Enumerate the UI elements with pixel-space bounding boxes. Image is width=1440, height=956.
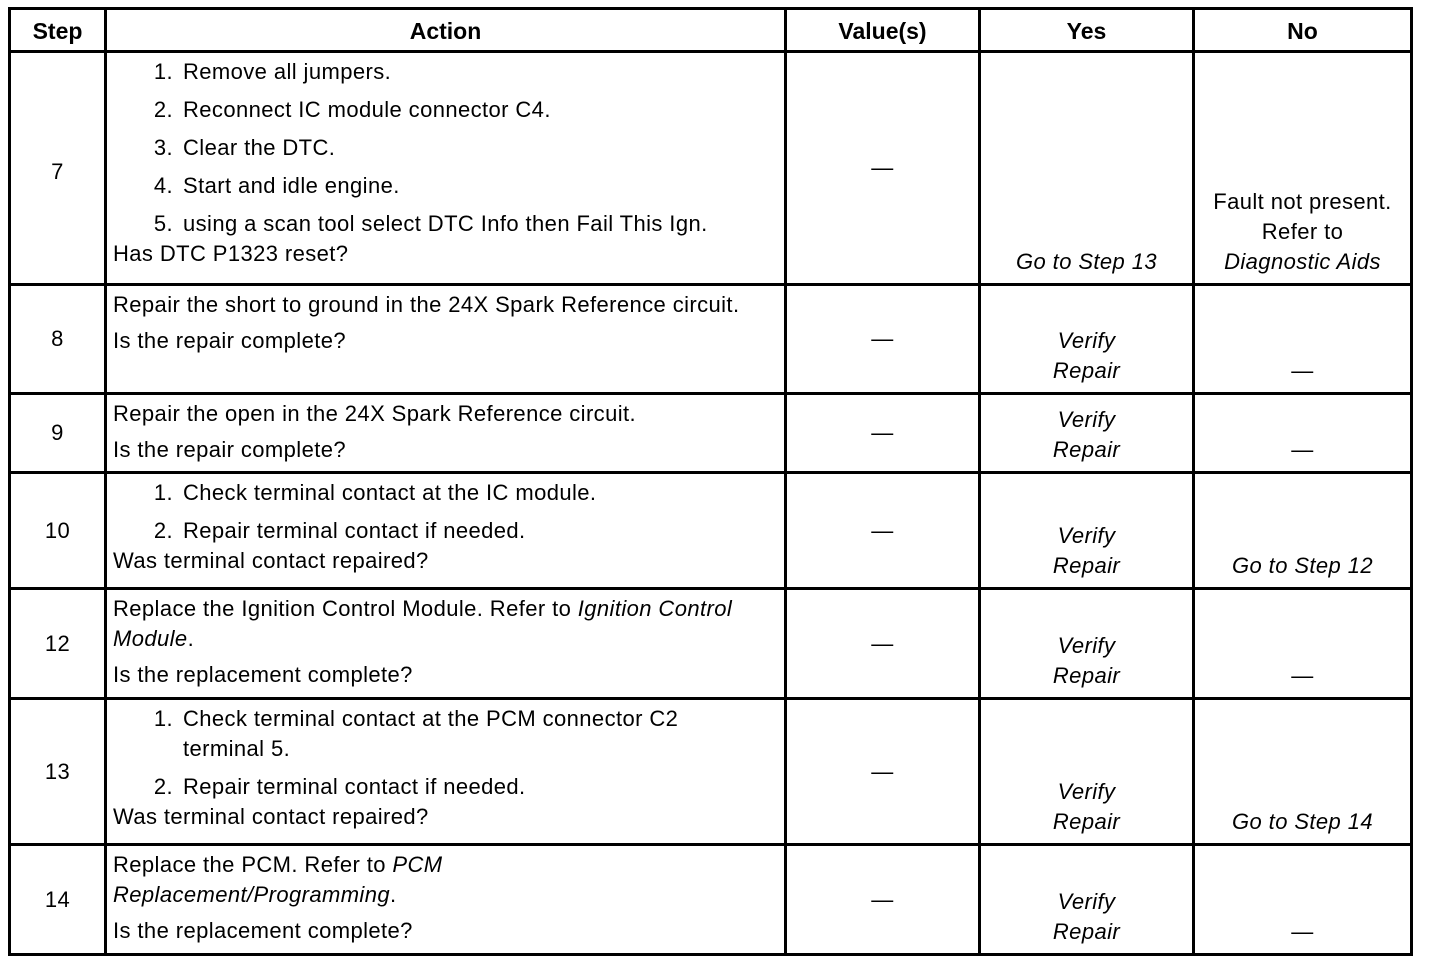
no-line: Refer to [1261, 219, 1344, 244]
table-row [10, 473, 1412, 589]
action-text-main: Replace the PCM. Refer to [113, 852, 386, 877]
yes-cell [980, 589, 1194, 699]
no-line: Fault not present. [1213, 189, 1392, 214]
step-number: 9 [10, 394, 106, 473]
action-text: Repair the open in the 24X Spark Reference circuit. [113, 401, 637, 426]
action-question: Is the repair complete? [113, 328, 346, 353]
yes-line: Verify [1057, 779, 1116, 804]
action-text: Repair the short to ground in the 24X Spark Reference circuit. [113, 292, 740, 317]
item-number: 2. [153, 97, 173, 122]
yes-cell [980, 394, 1194, 473]
value-cell: — [786, 589, 980, 699]
list-item [113, 704, 778, 764]
yes-line: Repair [1052, 437, 1121, 462]
header-yes: Yes [980, 9, 1194, 52]
item-text: Start and idle engine. [183, 173, 400, 198]
yes-line: Verify [1057, 523, 1116, 548]
action-question: Was terminal contact repaired? [113, 804, 429, 829]
list-item [113, 478, 778, 508]
item-text: Check terminal contact at the PCM connector C2 terminal 5. [183, 706, 679, 761]
action-question: Was terminal contact repaired? [113, 548, 429, 573]
value-cell: — [786, 845, 980, 955]
no-cell: — [1194, 589, 1412, 699]
table-header-row [10, 9, 1412, 52]
step-number: 8 [10, 285, 106, 394]
item-number: 4. [153, 173, 173, 198]
yes-line: Verify [1057, 633, 1116, 658]
table-row [10, 589, 1412, 699]
action-cell [106, 394, 786, 473]
no-cell: Go to Step 14 [1194, 699, 1412, 845]
value-cell: — [786, 394, 980, 473]
yes-cell [980, 285, 1194, 394]
action-cell [106, 589, 786, 699]
value-cell: — [786, 52, 980, 285]
yes-line: Verify [1057, 407, 1116, 432]
table-row [10, 52, 1412, 285]
item-text: Remove all jumpers. [183, 59, 392, 84]
table-row [10, 285, 1412, 394]
yes-line: Repair [1052, 358, 1121, 383]
no-cell [1194, 52, 1412, 285]
item-number: 1. [153, 706, 173, 731]
item-number: 2. [153, 518, 173, 543]
action-cell [106, 699, 786, 845]
step-number: 7 [10, 52, 106, 285]
item-number: 2. [153, 774, 173, 799]
action-question: Is the repair complete? [113, 437, 346, 462]
item-text: Reconnect IC module connector C4. [183, 97, 551, 122]
action-reference-suffix: . [389, 882, 397, 907]
value-cell: — [786, 285, 980, 394]
item-number: 1. [153, 480, 173, 505]
action-cell [106, 845, 786, 955]
step-number: 13 [10, 699, 106, 845]
action-steps [113, 57, 778, 239]
item-number: 1. [153, 59, 173, 84]
yes-cell [980, 845, 1194, 955]
table-row [10, 699, 1412, 845]
item-number: 5. [153, 211, 173, 236]
action-text [113, 850, 778, 910]
step-number: 12 [10, 589, 106, 699]
item-text: Repair terminal contact if needed. [183, 518, 526, 543]
step-number: 10 [10, 473, 106, 589]
action-cell [106, 285, 786, 394]
action-question: Is the replacement complete? [113, 918, 413, 943]
action-text-main: Replace the Ignition Control Module. Refer to [113, 596, 572, 621]
list-item [113, 209, 778, 239]
step-number: 14 [10, 845, 106, 955]
action-reference-suffix: . [187, 626, 195, 651]
list-item [113, 95, 778, 125]
action-cell [106, 52, 786, 285]
yes-line: Repair [1052, 809, 1121, 834]
header-values: Value(s) [786, 9, 980, 52]
yes-line: Verify [1057, 328, 1116, 353]
list-item [113, 516, 778, 546]
item-text: Check terminal contact at the IC module. [183, 480, 597, 505]
value-cell: — [786, 699, 980, 845]
yes-cell: Go to Step 13 [980, 52, 1194, 285]
table-row [10, 845, 1412, 955]
action-question: Is the replacement complete? [113, 662, 413, 687]
value-cell: — [786, 473, 980, 589]
no-cell: — [1194, 394, 1412, 473]
header-step: Step [10, 9, 106, 52]
diagnostic-table [8, 7, 1413, 956]
yes-cell [980, 473, 1194, 589]
action-reference: PCM Replacement/Programming [113, 852, 443, 907]
no-reference: Diagnostic Aids [1224, 249, 1381, 274]
yes-line: Verify [1057, 889, 1116, 914]
yes-line: Repair [1052, 663, 1121, 688]
no-cell: Go to Step 12 [1194, 473, 1412, 589]
yes-cell [980, 699, 1194, 845]
no-cell: — [1194, 285, 1412, 394]
action-cell [106, 473, 786, 589]
yes-line: Repair [1052, 919, 1121, 944]
yes-line: Repair [1052, 553, 1121, 578]
action-steps [113, 478, 778, 546]
table-row [10, 394, 1412, 473]
action-text [113, 594, 778, 654]
no-cell: — [1194, 845, 1412, 955]
header-no: No [1194, 9, 1412, 52]
list-item [113, 171, 778, 201]
header-action: Action [106, 9, 786, 52]
item-number: 3. [153, 135, 173, 160]
action-steps [113, 704, 778, 802]
action-question: Has DTC P1323 reset? [113, 241, 349, 266]
list-item [113, 133, 778, 163]
list-item [113, 772, 778, 802]
list-item [113, 57, 778, 87]
item-text: Clear the DTC. [183, 135, 336, 160]
action-reference: Ignition Control Module [113, 596, 733, 651]
item-text: using a scan tool select DTC Info then Fail This Ign. [183, 211, 708, 236]
item-text: Repair terminal contact if needed. [183, 774, 526, 799]
